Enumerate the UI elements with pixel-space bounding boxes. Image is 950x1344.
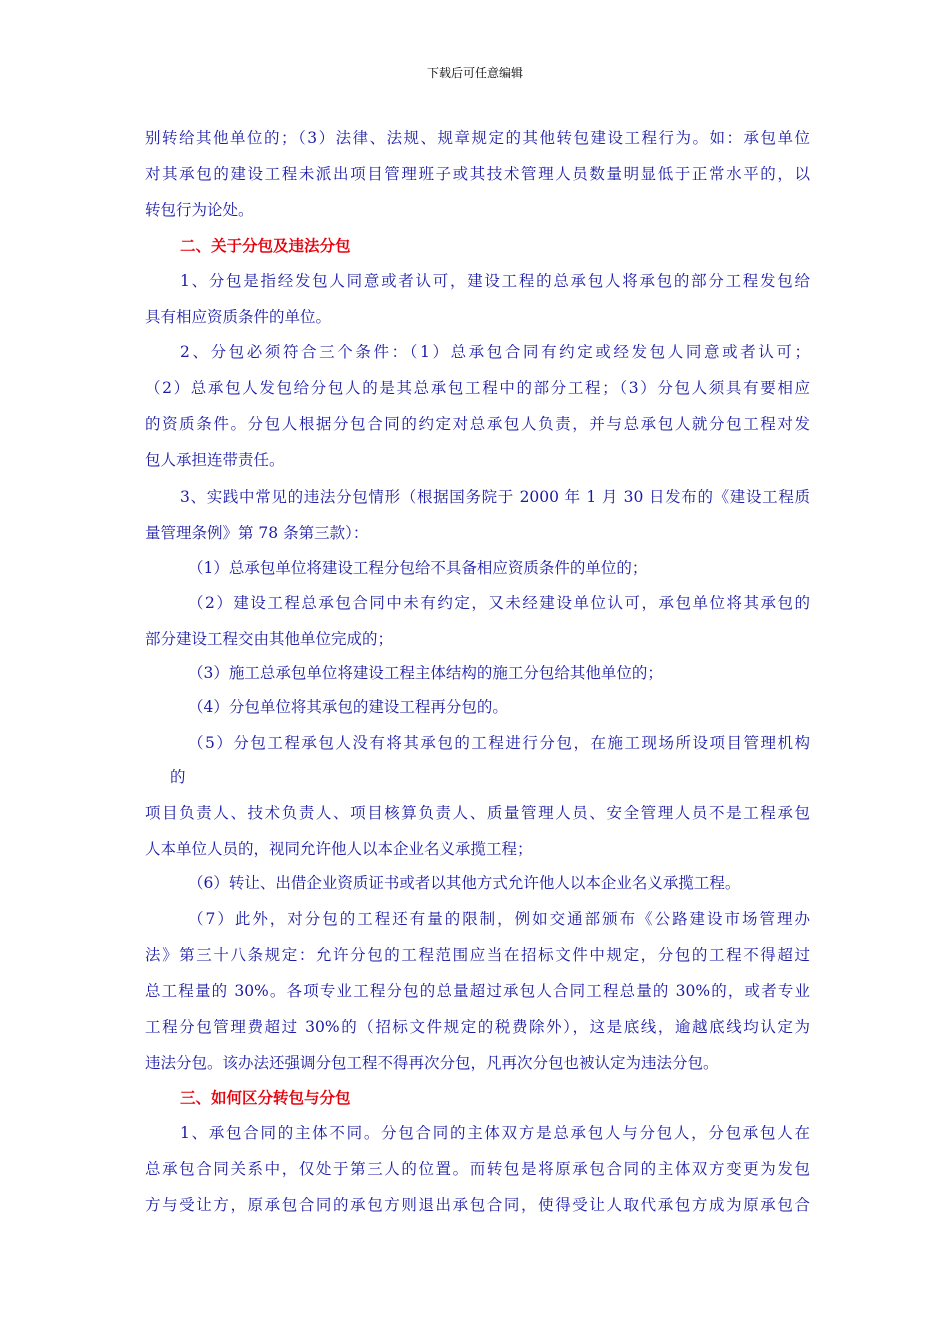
- paragraph-line: 的: [170, 768, 186, 786]
- section-heading: 三、如何区分转包与分包: [180, 1088, 351, 1107]
- section-heading: 二、关于分包及违法分包: [180, 236, 351, 255]
- paragraph-line: 具有相应资质条件的单位。: [145, 308, 332, 326]
- paragraph-line: 方与受让方，原承包合同的承包方则退出承包合同，使得受让人取代承包方成为原承包合: [145, 1196, 810, 1214]
- paragraph-line: 2、分包必须符合三个条件：（1）总承包合同有约定或经发包人同意或者认可；: [180, 343, 810, 361]
- list-item: （3）施工总承包单位将建设工程主体结构的施工分包给其他单位的；: [188, 664, 663, 682]
- list-item: （5）分包工程承包人没有将其承包的工程进行分包，在施工现场所设项目管理机构: [188, 734, 810, 752]
- paragraph-line: 总工程量的 30%。各项专业工程分包的总量超过承包人合同工程总量的 30%的，或者专业: [145, 982, 810, 1000]
- paragraph-line: 转包行为论处。: [145, 201, 254, 219]
- paragraph-line: （2）总承包人发包给分包人的是其总承包工程中的部分工程；（3）分包人须具有要相应: [145, 379, 810, 397]
- paragraph-line: 包人承担连带责任。: [145, 451, 285, 469]
- paragraph-line: 3、实践中常见的违法分包情形（根据国务院于 2000 年 1 月 30 日发布的《建设工程质: [180, 488, 810, 506]
- paragraph-line: 1、分包是指经发包人同意或者认可，建设工程的总承包人将承包的部分工程发包给: [180, 272, 810, 290]
- list-item: （1）总承包单位将建设工程分包给不具备相应资质条件的单位的；: [188, 559, 648, 577]
- paragraph-line: 法》第三十八条规定：允许分包的工程范围应当在招标文件中规定，分包的工程不得超过: [145, 946, 810, 964]
- paragraph-line: 人本单位人员的，视同允许他人以本企业名义承揽工程；: [145, 840, 533, 858]
- paragraph-line: 部分建设工程交由其他单位完成的；: [145, 630, 394, 648]
- paragraph-line: 总承包合同关系中，仅处于第三人的位置。而转包是将原承包合同的主体双方变更为发包: [145, 1160, 810, 1178]
- list-item: （2）建设工程总承包合同中未有约定，又未经建设单位认可，承包单位将其承包的: [188, 594, 810, 612]
- paragraph-line: 1、承包合同的主体不同。分包合同的主体双方是总承包人与分包人，分包承包人在: [180, 1124, 810, 1142]
- paragraph-line: 项目负责人、技术负责人、项目核算负责人、质量管理人员、安全管理人员不是工程承包: [145, 804, 810, 822]
- paragraph-line: 的资质条件。分包人根据分包合同的约定对总承包人负责，并与总承包人就分包工程对发: [145, 415, 810, 433]
- paragraph-line: 别转给其他单位的；（3）法律、法规、规章规定的其他转包建设工程行为。如：承包单位: [145, 129, 810, 147]
- paragraph-line: 对其承包的建设工程未派出项目管理班子或其技术管理人员数量明显低于正常水平的，以: [145, 165, 810, 183]
- paragraph-line: 工程分包管理费超过 30%的（招标文件规定的税费除外），这是底线，逾越底线均认定为: [145, 1018, 810, 1036]
- list-item: （4）分包单位将其承包的建设工程再分包的。: [188, 698, 508, 716]
- paragraph-line: 违法分包。该办法还强调分包工程不得再次分包，凡再次分包也被认定为违法分包。: [145, 1054, 719, 1072]
- page-header: 下载后可任意编辑: [426, 66, 523, 80]
- paragraph-line: 量管理条例》第 78 条第三款）：: [145, 524, 369, 542]
- list-item: （6）转让、出借企业资质证书或者以其他方式允许他人以本企业名义承揽工程。: [188, 874, 741, 892]
- list-item: （7）此外，对分包的工程还有量的限制，例如交通部颁布《公路建设市场管理办: [188, 910, 810, 928]
